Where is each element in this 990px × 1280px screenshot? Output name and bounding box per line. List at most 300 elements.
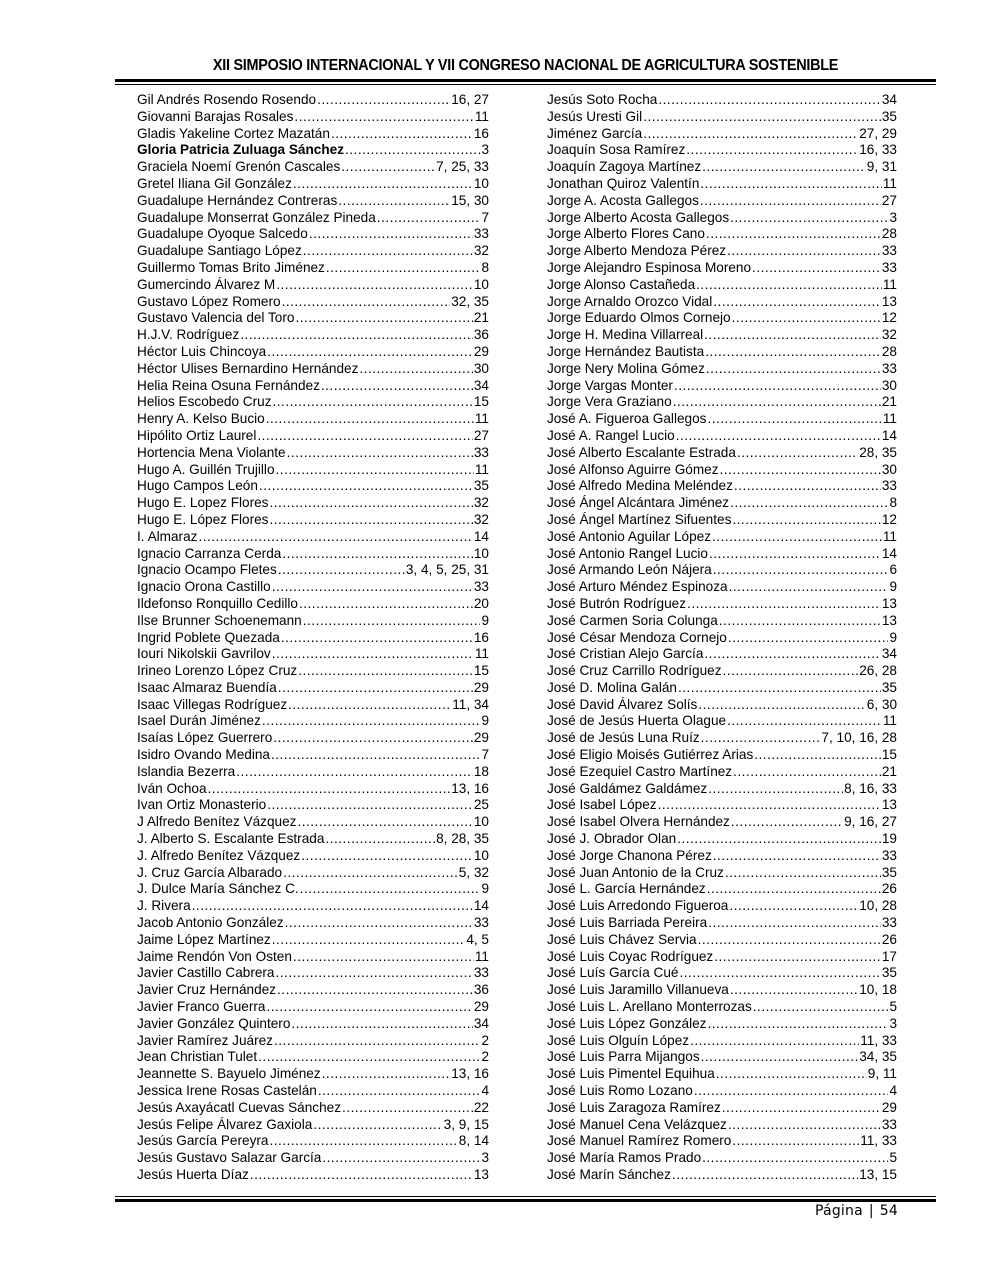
index-entry-name: José Juan Antonio de la Cruz (547, 864, 724, 880)
index-entry (137, 646, 489, 663)
index-entry-pages: 11, 33 (860, 1133, 897, 1149)
index-entry-pages: 5 (889, 1150, 897, 1166)
dot-leader (278, 680, 473, 697)
index-entry-name: Jiménez García (547, 125, 643, 141)
index-entry-pages: 33 (881, 243, 897, 259)
index-entry-name: Isidro Ovando Medina (137, 747, 270, 763)
index-entry-pages: 6, 30 (866, 696, 897, 712)
footer-rule-thin (115, 1196, 936, 1197)
index-entry (547, 310, 897, 327)
index-entry-pages: 33 (473, 226, 489, 242)
index-entry-name: Isaac Villegas Rodríguez (137, 696, 288, 712)
dot-leader (272, 932, 466, 949)
dot-leader (725, 865, 881, 882)
dot-leader (754, 747, 881, 764)
index-entry-name: José Armando León Nájera (547, 562, 712, 578)
index-entry-pages: 33 (881, 360, 897, 376)
index-entry-name: Hugo Campos León (137, 478, 258, 494)
index-entry (137, 428, 489, 445)
dot-leader (298, 663, 473, 680)
index-entry-name: José Luis L. Arellano Monterrozas (547, 999, 752, 1015)
index-entry (137, 1150, 489, 1167)
dot-leader (266, 411, 474, 428)
index-entry-name: Helia Reina Osuna Fernández (137, 377, 320, 393)
index-entry-pages: 4 (889, 1083, 897, 1099)
index-entry-pages: 9 (481, 713, 489, 729)
index-entry-name: Ignacio Ocampo Fletes (137, 562, 277, 578)
index-entry-pages: 10 (473, 545, 489, 561)
dot-leader (278, 562, 405, 579)
dot-leader (704, 646, 880, 663)
index-entry-name: José Galdámez Galdámez (547, 780, 708, 796)
index-entry-pages: 8 (889, 495, 897, 511)
index-entry-name: I. Almaraz (137, 528, 198, 544)
dot-leader (727, 713, 882, 730)
index-entry-name: José Isabel Olvera Hernández (547, 814, 730, 830)
index-entry-pages: 34, 35 (859, 1049, 897, 1065)
dot-leader (257, 428, 473, 445)
index-entry-name: Isaías López Guerrero (137, 730, 273, 746)
dot-leader (277, 982, 473, 999)
index-entry-pages: 7, 10, 16, 28 (821, 730, 897, 746)
index-entry (547, 495, 897, 512)
index-entry-name: Jorge Arnaldo Orozco Vidal (547, 293, 713, 309)
index-entry-name: José J. Obrador Olan (547, 831, 677, 847)
dot-leader (719, 613, 881, 630)
dot-leader (701, 1049, 859, 1066)
dot-leader (716, 1066, 867, 1083)
index-entry-pages: 2 (481, 1032, 489, 1048)
index-entry (547, 1117, 897, 1134)
index-entry-name: Ignacio Orona Castillo (137, 579, 271, 595)
index-entry-pages: 13 (881, 293, 897, 309)
index-entry (547, 1150, 897, 1167)
dot-leader (269, 512, 472, 529)
index-entry-pages: 15 (473, 663, 489, 679)
index-entry (137, 1133, 489, 1150)
dot-leader (293, 949, 474, 966)
dot-leader (690, 1033, 859, 1050)
index-entry-pages: 8, 28, 35 (436, 831, 489, 847)
dot-leader (730, 982, 858, 999)
dot-leader (262, 713, 481, 730)
index-entry-name: José Cristian Alejo García (547, 646, 704, 662)
index-entry-name: Jaime Rendón Von Osten (137, 948, 292, 964)
dot-leader (707, 411, 881, 428)
dot-leader (283, 865, 458, 882)
index-entry-name: Gustavo López Romero (137, 293, 281, 309)
index-entry (137, 176, 489, 193)
index-entry-pages: 11 (474, 948, 489, 964)
index-entry-pages: 33 (473, 444, 489, 460)
index-entry-pages: 27 (473, 427, 489, 443)
footer-separator: | (868, 1203, 874, 1219)
index-entry (547, 176, 897, 193)
index-entry (137, 1167, 489, 1184)
index-entry (137, 546, 489, 563)
index-entry-pages: 9 (481, 612, 489, 628)
index-entry-pages: 11 (474, 108, 489, 124)
index-entry-pages: 13 (881, 612, 897, 628)
index-entry-name: Jorge Alejandro Espinosa Moreno (547, 259, 752, 275)
dot-leader (753, 999, 889, 1016)
index-entry (547, 478, 897, 495)
dot-leader (730, 495, 888, 512)
index-entry (137, 999, 489, 1016)
index-entry-name: Jorge Alberto Mendoza Pérez (547, 243, 727, 259)
dot-leader (701, 730, 821, 747)
index-entry-name: Javier Castillo Cabrera (137, 965, 275, 981)
dot-leader (728, 630, 889, 647)
index-entry (137, 814, 489, 831)
index-entry-pages: 18 (473, 763, 489, 779)
index-entry (547, 361, 897, 378)
dot-leader (707, 1016, 888, 1033)
dot-leader (708, 915, 881, 932)
index-entry-name: Isaac Almaraz Buendía (137, 679, 277, 695)
index-entry (547, 630, 897, 647)
dot-leader (702, 159, 866, 176)
index-entry-name: José Manuel Ramírez Romero (547, 1133, 732, 1149)
dot-leader (677, 831, 881, 848)
index-entry (137, 949, 489, 966)
index-entry-pages: 10 (473, 276, 489, 292)
index-entry (547, 428, 897, 445)
index-entry (137, 1049, 489, 1066)
dot-leader (705, 344, 881, 361)
index-entry-pages: 35 (881, 864, 897, 880)
index-entry (547, 965, 897, 982)
dot-leader (258, 1049, 480, 1066)
index-entry (547, 1133, 897, 1150)
dot-leader (643, 109, 881, 126)
index-entry-name: Javier Franco Guerra (137, 999, 266, 1015)
index-entry (547, 697, 897, 714)
index-entry-pages: 11, 34 (452, 696, 489, 712)
index-entry-name: Isael Durán Jiménez (137, 713, 261, 729)
index-entry (137, 529, 489, 546)
index-entry (547, 932, 897, 949)
index-entry-pages: 8 (481, 259, 489, 275)
index-entry-pages: 35 (881, 679, 897, 695)
index-entry (547, 193, 897, 210)
index-entry-pages: 26 (881, 931, 897, 947)
dot-leader (342, 1100, 473, 1117)
index-entry (547, 999, 897, 1016)
index-entry-name: Jonathan Quiroz Valentín (547, 175, 700, 191)
index-entry-pages: 14 (881, 427, 897, 443)
dot-leader (733, 764, 881, 781)
index-entry (137, 109, 489, 126)
index-entry-pages: 11 (882, 411, 897, 427)
index-entry-pages: 11 (474, 411, 489, 427)
index-entry-pages: 14 (473, 528, 489, 544)
index-entry-pages: 10 (473, 847, 489, 863)
index-entry-pages: 16, 27 (451, 92, 489, 107)
index-entry (547, 663, 897, 680)
index-entry-pages: 29 (473, 343, 489, 359)
index-entry-pages: 32 (473, 495, 489, 511)
index-entry-pages: 16 (473, 629, 489, 645)
index-entry-pages: 13, 16 (451, 1066, 489, 1082)
index-entry-name: José Luís García Cué (547, 965, 679, 981)
index-entry-pages: 28, 35 (859, 444, 897, 460)
dot-leader (287, 445, 473, 462)
dot-leader (301, 848, 473, 865)
dot-leader (345, 142, 480, 159)
index-entry-name: José Antonio Aguilar López (547, 528, 712, 544)
index-entry (137, 210, 489, 227)
dot-leader (236, 764, 473, 781)
index-entry (137, 831, 489, 848)
index-entry-name: Ivan Ortiz Monasterio (137, 797, 267, 813)
index-entry (137, 193, 489, 210)
index-entry (547, 1066, 897, 1083)
index-entry-name: Hipólito Ortiz Laurel (137, 427, 257, 443)
index-entry (547, 898, 897, 915)
index-entry-pages: 33 (881, 478, 897, 494)
index-entry-pages: 36 (473, 982, 489, 998)
index-entry-pages: 9 (481, 881, 489, 897)
index-entry-name: Jesús Axayácatl Cuevas Sánchez (137, 1099, 342, 1115)
index-entry (547, 344, 897, 361)
index-entry-pages: 7 (481, 747, 489, 763)
index-entry-pages: 13, 15 (859, 1167, 897, 1182)
index-entry-pages: 36 (473, 327, 489, 343)
index-entry (137, 932, 489, 949)
index-entry-name: Jesús Gustavo Salazar García (137, 1150, 322, 1166)
index-entry-name: Hugo A. Guillén Trujillo (137, 461, 275, 477)
index-entry-pages: 9 (889, 579, 897, 595)
index-entry (547, 260, 897, 277)
index-entry-name: Jesús Felipe Álvarez Gaxiola (137, 1116, 313, 1132)
dot-leader (722, 1100, 881, 1117)
index-entry (137, 865, 489, 882)
dot-leader (702, 1150, 888, 1167)
index-entry (137, 327, 489, 344)
index-column-right (547, 92, 897, 1184)
dot-leader (303, 243, 473, 260)
dot-leader (272, 579, 473, 596)
dot-leader (377, 210, 481, 227)
index-entry-pages: 29 (473, 730, 489, 746)
index-entry (137, 394, 489, 411)
index-entry (547, 462, 897, 479)
index-entry (547, 126, 897, 143)
index-entry-name: Jorge Eduardo Olmos Cornejo (547, 310, 731, 326)
index-entry-pages: 3, 9, 15 (443, 1116, 489, 1132)
index-entry (547, 865, 897, 882)
index-entry (547, 142, 897, 159)
index-entry-name: Jorge A. Acosta Gallegos (547, 192, 699, 208)
index-entry-name: Graciela Noemí Grenón Cascales (137, 159, 341, 175)
index-entry-pages: 11, 33 (860, 1032, 897, 1048)
index-entry-name: José Luis López González (547, 1015, 707, 1031)
dot-leader (359, 361, 472, 378)
index-entry (137, 797, 489, 814)
index-entry (137, 260, 489, 277)
dot-leader (313, 1117, 442, 1134)
index-entry-pages: 9, 11 (867, 1066, 897, 1082)
dot-leader (341, 159, 435, 176)
dot-leader (723, 663, 859, 680)
index-entry-name: Javier Ramírez Juárez (137, 1032, 273, 1048)
index-entry-name: Iván Ochoa (137, 780, 207, 796)
dot-leader (250, 1167, 473, 1184)
dot-leader (192, 898, 473, 915)
index-entry-name: Guadalupe Santiago López (137, 243, 302, 259)
dot-leader (267, 797, 473, 814)
index-entry (137, 596, 489, 613)
index-entry-name: José Manuel Cena Velázquez (547, 1116, 727, 1132)
index-entry (547, 394, 897, 411)
index-entry-name: José Arturo Méndez Espinoza (547, 579, 728, 595)
index-entry (137, 310, 489, 327)
dot-leader (676, 428, 881, 445)
index-entry (137, 730, 489, 747)
dot-leader (713, 294, 881, 311)
index-entry-name: Héctor Ulises Bernardino Hernández (137, 360, 359, 376)
index-entry-name: Jesús Huerta Díaz (137, 1167, 249, 1182)
index-entry-name: José Jorge Chanona Pérez (547, 847, 712, 863)
index-entry (137, 562, 489, 579)
index-entry-name: Jesús Soto Rocha (547, 92, 658, 107)
index-entry-name: Gustavo Valencia del Toro (137, 310, 295, 326)
index-entry (137, 1117, 489, 1134)
index-entry (547, 210, 897, 227)
index-entry-pages: 21 (881, 763, 897, 779)
dot-leader (276, 277, 473, 294)
dot-leader (294, 109, 473, 126)
dot-leader (269, 495, 472, 512)
index-entry-pages: 33 (881, 915, 897, 931)
index-entry (547, 848, 897, 865)
index-entry-pages: 4, 5 (466, 931, 489, 947)
dot-leader (704, 327, 881, 344)
index-entry (547, 411, 897, 428)
dot-leader (713, 848, 881, 865)
dot-leader (322, 1066, 451, 1083)
index-entry-pages: 29 (473, 679, 489, 695)
index-entry-pages: 8, 14 (458, 1133, 489, 1149)
index-entry-pages: 34 (473, 377, 489, 393)
index-entry-pages: 30 (881, 377, 897, 393)
dot-leader (708, 781, 843, 798)
index-entry-pages: 35 (881, 965, 897, 981)
dot-leader (698, 932, 881, 949)
index-entry-pages: 33 (881, 259, 897, 275)
dot-leader (643, 126, 858, 143)
index-entry-pages: 34 (473, 1015, 489, 1031)
dot-leader (732, 512, 881, 529)
index-entry (137, 965, 489, 982)
index-entry-name: José A. Rangel Lucio (547, 427, 675, 443)
index-entry-name: Jessica Irene Rosas Castelán (137, 1083, 317, 1099)
index-entry-pages: 3, 4, 5, 25, 31 (405, 562, 489, 578)
index-entry (137, 1100, 489, 1117)
index-entry-name: Guadalupe Monserrat González Pineda (137, 209, 376, 225)
index-entry-pages: 20 (473, 595, 489, 611)
index-entry-pages: 11 (882, 175, 897, 191)
dot-leader (269, 1133, 457, 1150)
index-entry-name: Joaquín Sosa Ramírez (547, 142, 686, 158)
dot-leader (281, 630, 473, 647)
index-entry-pages: 33 (881, 1116, 897, 1132)
index-entry-pages: 21 (473, 310, 489, 326)
index-entry-pages: 2 (481, 1049, 489, 1065)
index-entry (547, 831, 897, 848)
index-entry (547, 781, 897, 798)
index-entry-name: José de Jesús Luna Ruíz (547, 730, 700, 746)
index-entry-name: Jacob Antonio González (137, 915, 284, 931)
dot-leader (276, 462, 474, 479)
dot-leader (300, 881, 481, 898)
index-entry-name: José Luis Jaramillo Villanueva (547, 982, 729, 998)
index-entry-name: Giovanni Barajas Rosales (137, 108, 294, 124)
index-entry-pages: 8, 16, 33 (844, 780, 897, 796)
index-entry-name: José Luis Romo Lozano (547, 1083, 693, 1099)
index-entry-name: Guadalupe Oyoque Salcedo (137, 226, 308, 242)
index-entry-pages: 15 (473, 394, 489, 410)
index-entry (547, 747, 897, 764)
index-entry-name: José Luis Pimentel Equihua (547, 1066, 715, 1082)
dot-leader (727, 243, 881, 260)
dot-leader (293, 176, 473, 193)
index-entry-name: Jorge H. Medina Villarreal (547, 327, 704, 343)
dot-leader (318, 1083, 481, 1100)
index-entry-name: J Alfredo Benítez Vázquez (137, 814, 297, 830)
page-header-title: XII SIMPOSIO INTERNACIONAL Y VII CONGRESO NACIONAL DE AGRICULTURA SOSTENIBLE (212, 57, 839, 74)
index-entry-pages: 27, 29 (859, 125, 897, 141)
index-entry-pages: 28 (881, 226, 897, 242)
index-entry-pages: 27 (881, 192, 897, 208)
index-entry (547, 243, 897, 260)
dot-leader (732, 310, 881, 327)
index-entry-pages: 12 (881, 511, 897, 527)
index-entry-pages: 28 (881, 343, 897, 359)
dot-leader (285, 915, 473, 932)
dot-leader (678, 680, 881, 697)
index-entry-pages: 14 (881, 545, 897, 561)
index-entry-name: José David Álvarez Solís (547, 696, 698, 712)
dot-leader (297, 814, 472, 831)
index-entry-name: Gladis Yakeline Cortez Mazatán (137, 125, 330, 141)
index-entry (547, 109, 897, 126)
index-entry-name: Jorge Alberto Flores Cano (547, 226, 705, 242)
index-entry-pages: 30 (473, 360, 489, 376)
dot-leader (709, 546, 881, 563)
index-entry (547, 680, 897, 697)
dot-leader (714, 949, 881, 966)
index-entry-pages: 32, 35 (451, 293, 489, 309)
index-entry-name: Hugo E. Lopez Flores (137, 495, 269, 511)
index-entry (547, 730, 897, 747)
dot-leader (326, 260, 481, 277)
index-entry-name: J. Alfredo Benítez Vázquez (137, 847, 301, 863)
index-entry-pages: 16 (473, 125, 489, 141)
index-entry-name: Javier Cruz Hernández (137, 982, 277, 998)
index-entry-pages: 3 (889, 1015, 897, 1031)
index-entry-name: Héctor Luis Chincoya (137, 343, 267, 359)
index-entry-name: Ingrid Poblete Quezada (137, 629, 280, 645)
index-entry-name: Jesús Uresti Gil (547, 108, 643, 124)
index-entry (137, 226, 489, 243)
index-column-left (137, 92, 489, 1184)
index-entry-name: José Luis Coyac Rodríguez (547, 948, 714, 964)
index-entry-name: José Luis Arredondo Figueroa (547, 898, 729, 914)
index-entry-name: José Eligio Moisés Gutiérrez Arias (547, 747, 754, 763)
index-entry (547, 1049, 897, 1066)
